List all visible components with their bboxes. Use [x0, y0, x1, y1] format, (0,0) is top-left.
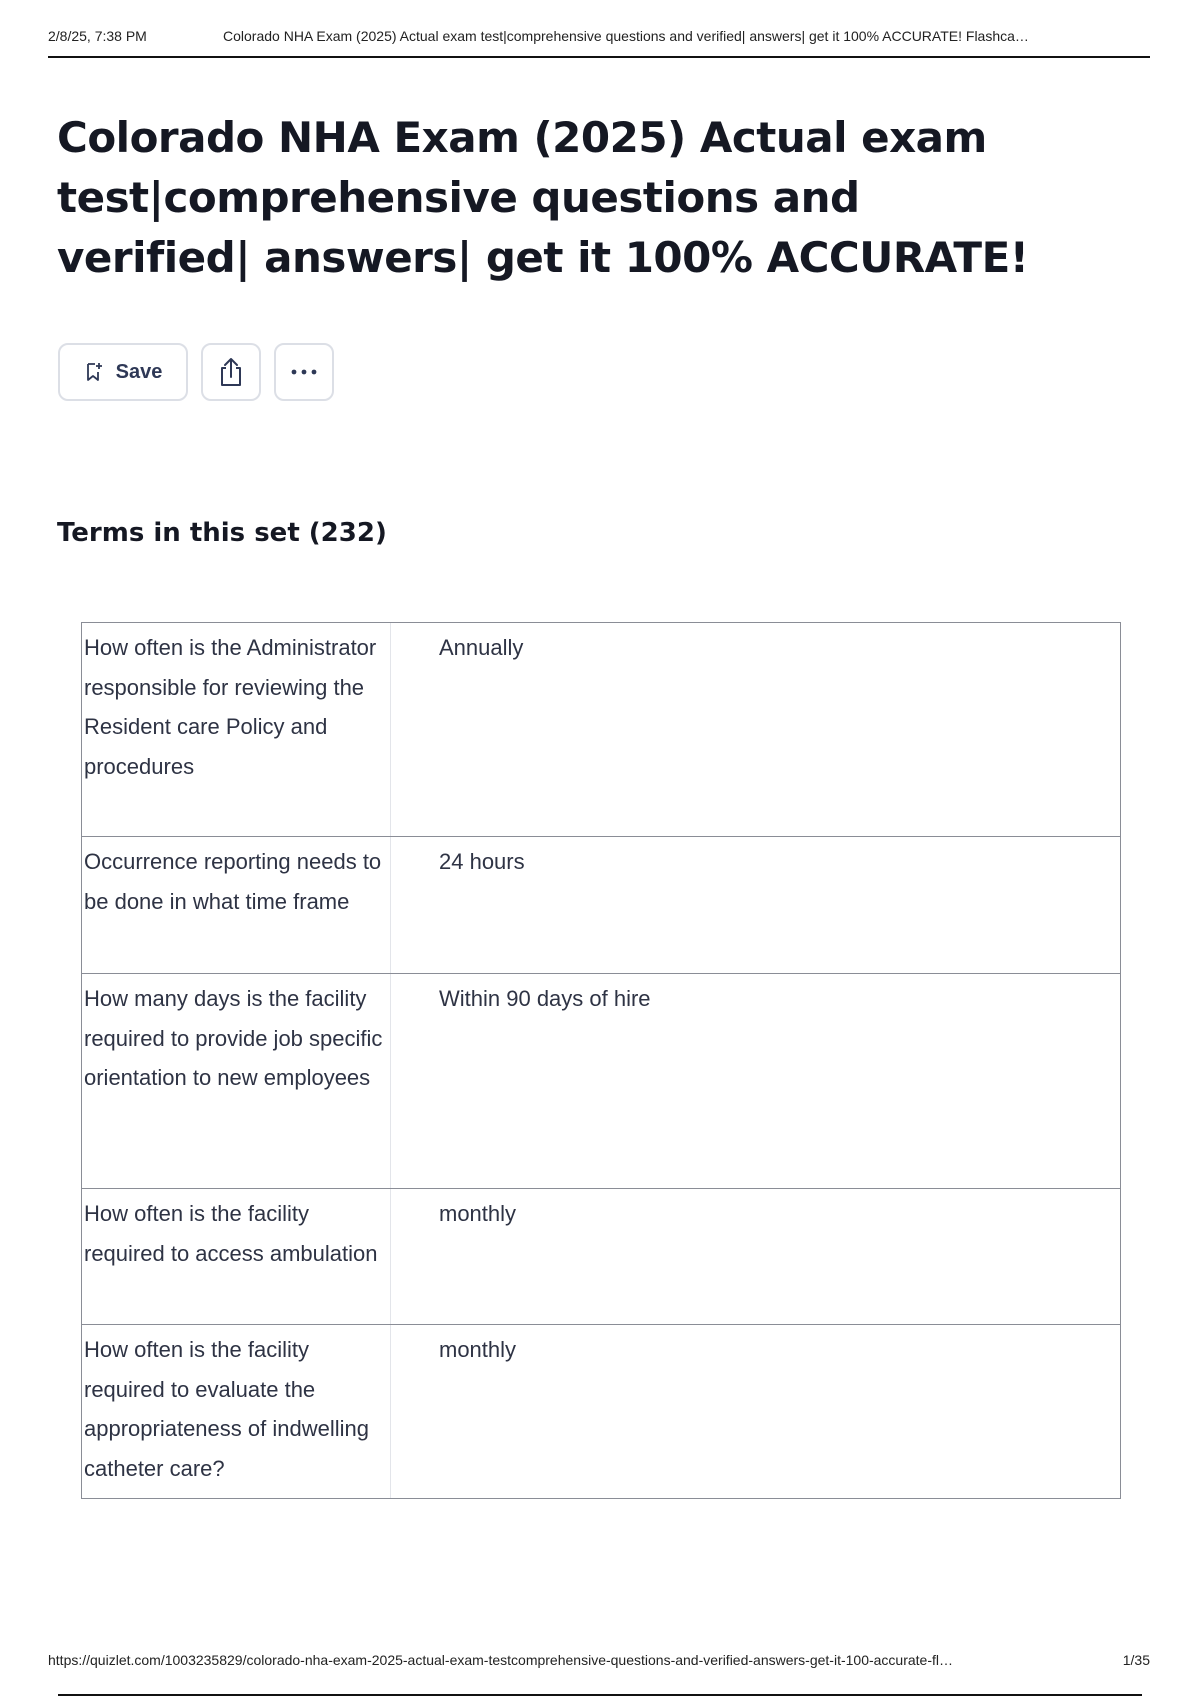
definition-text: monthly [439, 1201, 517, 1226]
term-text: How often is the facility required to evaluate the appropriateness of indwelling catheter care? [82, 1325, 391, 1498]
set-toolbar [58, 343, 334, 401]
term-row [82, 1189, 1120, 1325]
page-number: 1/35 [1122, 1652, 1150, 1668]
bookmark-add-icon [84, 362, 104, 382]
print-footer [48, 1652, 1150, 1668]
footer-divider [58, 1694, 1142, 1696]
share-button[interactable] [201, 343, 261, 401]
more-options-button[interactable] [274, 343, 334, 401]
definition-text: 24 hours [439, 849, 525, 874]
save-button-label: Save [115, 360, 163, 383]
term-text: Occurrence reporting needs to be done in what time frame [82, 837, 391, 973]
term-text: How often is the Administrator responsible for reviewing the Resident care Policy and procedures [82, 623, 391, 836]
definition-text: Within 90 days of hire [439, 986, 651, 1011]
print-datetime: 2/8/25, 7:38 PM [48, 28, 147, 44]
more-options-icon [289, 368, 319, 376]
terms-heading: Terms in this set (232) [57, 518, 387, 548]
term-row [82, 974, 1120, 1189]
terms-table [81, 622, 1121, 1499]
definition-text: Annually [439, 635, 524, 660]
print-header [48, 28, 1150, 58]
term-row [82, 623, 1120, 837]
set-title: Colorado NHA Exam (2025) Actual exam test|comprehensive questions and verified| answers| get it 100% ACCURATE! [57, 113, 1029, 282]
term-row [82, 1325, 1120, 1498]
term-text: How many days is the facility required to provide job specific orientation to new employees [82, 974, 391, 1188]
term-text: How often is the facility required to access ambulation [82, 1189, 391, 1324]
term-row [82, 837, 1120, 974]
print-document-title: Colorado NHA Exam (2025) Actual exam test|comprehensive questions and verified| answers| get it 100% ACCURATE! Flashca… [223, 28, 1029, 44]
page-url: https://quizlet.com/1003235829/colorado-nha-exam-2025-actual-exam-testcomprehensive-questions-and-verified-answers-get-it-100-accurate-fl… [48, 1652, 954, 1668]
save-button[interactable] [58, 343, 188, 401]
definition-text: monthly [439, 1337, 517, 1362]
share-icon [216, 356, 246, 388]
